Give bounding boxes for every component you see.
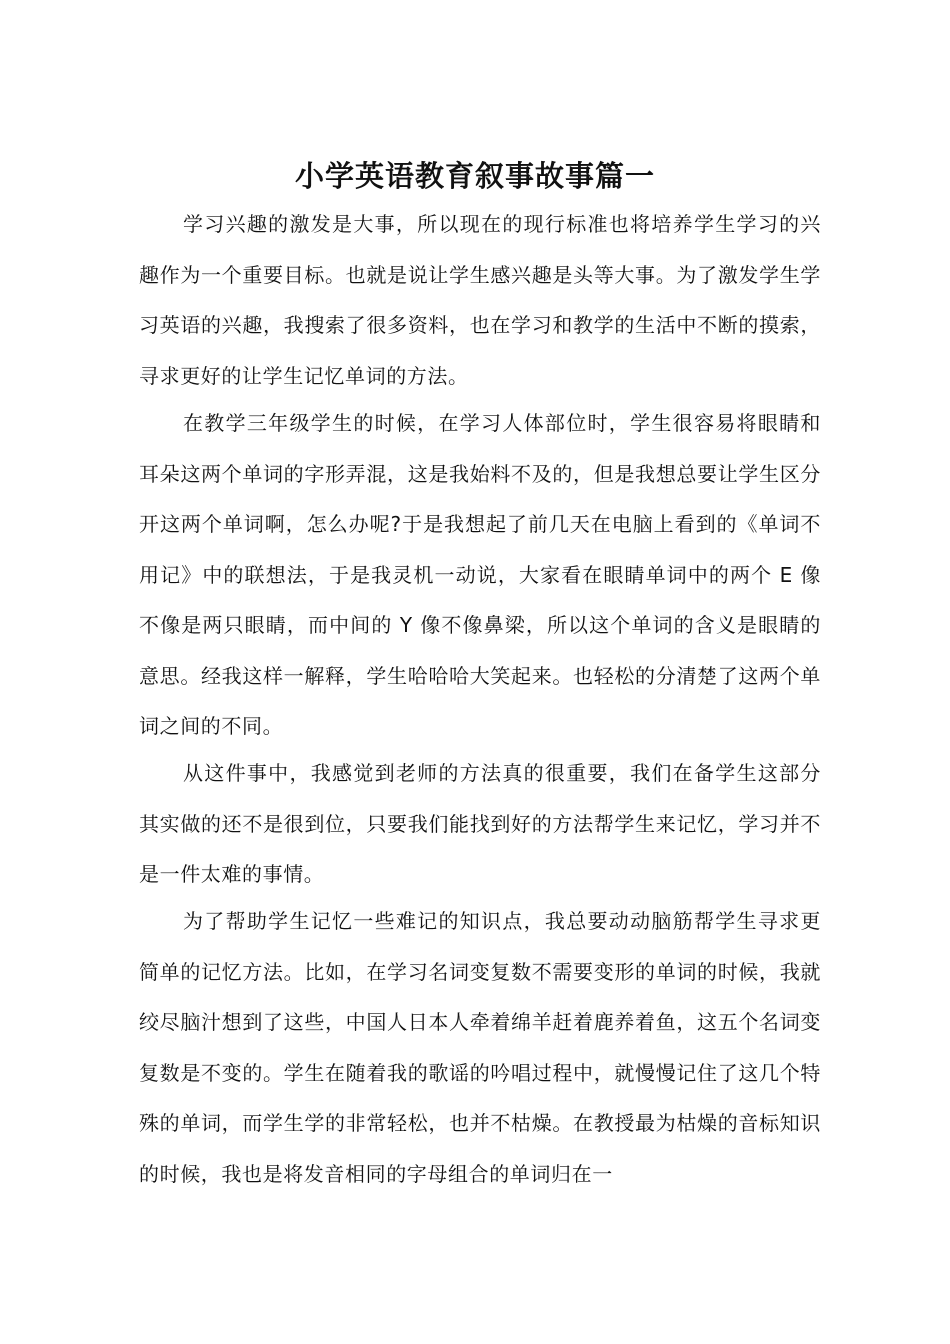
paragraph-1: 学习兴趣的激发是大事，所以现在的现行标准也将培养学生学习的兴趣作为一个重要目标。也就是说让学生感兴趣是头等大事。为了激发学生学习英语的兴趣，我搜索了很多资料，也在学习和教学的生活中不断的摸索，寻求更好的让学生记忆单词的方法。 [139,212,821,388]
document-title: 小学英语教育叙事故事篇一 [294,159,655,193]
paragraph-4: 为了帮助学生记忆一些难记的知识点，我总要动动脑筋帮学生寻求更简单的记忆方法。比如，在学习名词变复数不需要变形的单词的时候，我就绞尽脑汁想到了这些，中国人日本人牵着绵羊赶着鹿养着鱼，这五个名词变复数是不变的。学生在随着我的歌谣的吟唱过程中，就慢慢记住了这几个特殊的单词，而学生学的非常轻松，也并不枯燥。在教授最为枯燥的音标知识的时候，我也是将发音相同的字母组合的单词归在一 [139,909,821,1186]
paragraph-2: 在教学三年级学生的时候，在学习人体部位时，学生很容易将眼睛和耳朵这两个单词的字形弄混，这是我始料不及的，但是我想总要让学生区分开这两个单词啊，怎么办呢?于是我想起了前几天在电脑上看到的《单词不用记》中的联想法，于是我灵机一动说，大家看在眼睛单词中的两个 E 像不像是两只眼睛，而中间的 Y 像不像鼻梁，所以这个单词的含义是眼睛的意思。经我这样一解释，学生哈哈哈大笑起来。也轻松的分清楚了这两个单词之间的不同。 [139,411,821,738]
paragraph-3: 从这件事中，我感觉到老师的方法真的很重要，我们在备学生这部分其实做的还不是很到位，只要我们能找到好的方法帮学生来记忆，学习并不是一件太难的事情。 [139,761,821,886]
